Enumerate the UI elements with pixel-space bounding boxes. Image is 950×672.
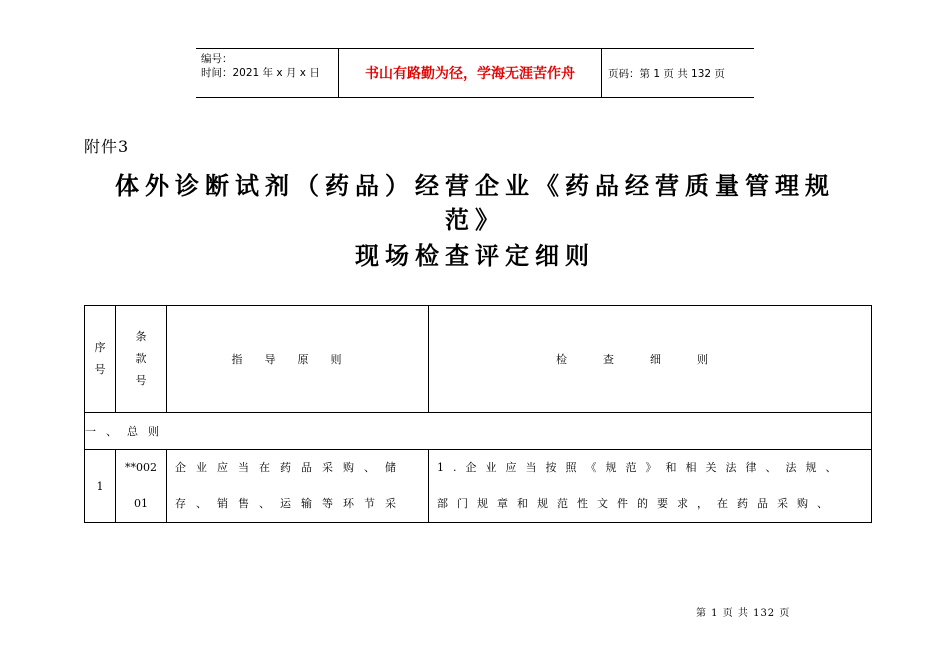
title-line-2: 范》 [445,205,505,234]
row-check-line1: 1.企业应当按照《规范》和相关法律、法规、 [437,461,846,474]
row-principle-line1: 企业应当在药品采购、储 [175,461,406,474]
row-check-line2: 部门规章和规范性文件的要求，在药品采购、 [437,497,837,510]
document-header [196,48,754,98]
title-line-1: 体外诊断试剂（药品）经营企业《药品经营质量管理规 [115,171,835,200]
header-clause-text: 条 款 号 [135,330,147,387]
section-row [85,413,872,450]
header-no-text: 序 号 [94,341,106,376]
number-label: 编号： [201,53,233,65]
header-motto: 书山有路勤为径，学海无涯苦作舟 [338,49,602,97]
page-footer: 第 1 页 共 132 页 [696,608,791,619]
table-row [85,450,872,523]
title-line-3: 现场检查评定细则 [355,241,595,270]
table-header-row [85,306,872,413]
row-clause [116,450,167,523]
row-clause-line2: 01 [134,497,148,510]
header-page-info: 页码：第 1 页 共 132 页 [608,67,725,80]
time-label: 时间：2021 年 x 月 x 日 [201,67,320,79]
section-title: 一、总则 [85,413,872,450]
row-principle [167,450,429,523]
header-check-text: 检查细则 [556,353,744,366]
header-clause [116,306,167,413]
header-principle [167,306,429,413]
header-principle-text: 指导原则 [231,353,364,366]
header-no [85,306,116,413]
inspection-table [84,305,872,523]
attachment-label: 附件3 [84,137,130,156]
header-meta [196,49,338,97]
row-principle-line2: 存、销售、运输等环节采 [175,497,406,510]
row-check [429,450,872,523]
row-no: 1 [85,450,116,523]
header-check [429,306,872,413]
row-clause-line1: **002 [125,461,157,474]
